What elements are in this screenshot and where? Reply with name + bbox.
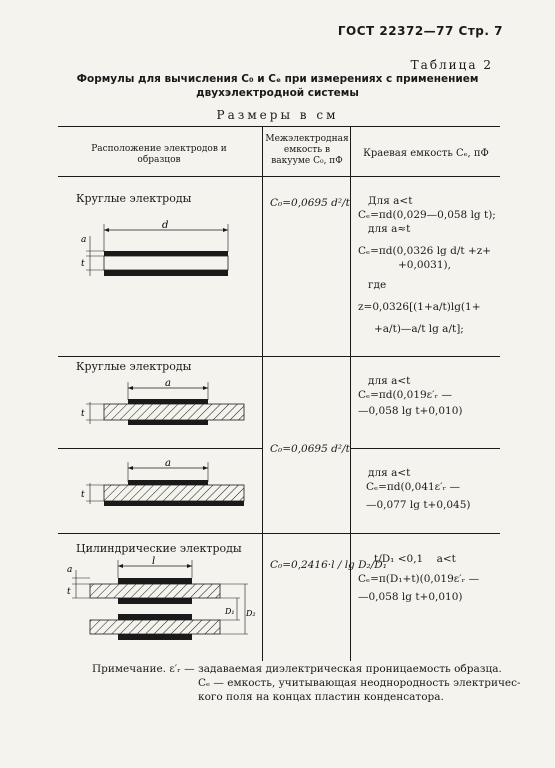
row2-label: Круглые электроды bbox=[76, 360, 192, 373]
row1-ce-line: +a/t)—a/t lg a/t]; bbox=[374, 323, 464, 335]
table-top-rule bbox=[58, 126, 500, 127]
row3-diagram bbox=[70, 458, 250, 518]
note-line2: Cₑ — емкость, учитывающая неоднородность электричес- bbox=[198, 677, 521, 689]
note-line3: кого поля на концах пластин конденсатора. bbox=[198, 691, 444, 703]
row3-ce-line: для a<t bbox=[368, 467, 411, 479]
row1-ce bbox=[358, 194, 496, 336]
row2-top-electrode bbox=[128, 399, 208, 404]
row1-label: Круглые электроды bbox=[76, 192, 192, 205]
row2-dim-t: t bbox=[81, 409, 85, 419]
row2-ce-line: для a<t bbox=[368, 375, 411, 387]
row4-c0: C₀=0,2416·l / lg D₂/D₁ bbox=[270, 559, 387, 571]
row1-dim-d: d bbox=[162, 220, 169, 231]
row1-c0: C₀=0,0695 d²/t bbox=[270, 197, 350, 209]
row4-dim-d2: D₂ bbox=[246, 609, 256, 618]
row1-ce-line: z=0,0326[(1+a/t)lg(1+ bbox=[358, 301, 481, 313]
row1-ce-line: Cₑ=πd(0,029—0,058 lg t); bbox=[358, 209, 496, 221]
table-title bbox=[0, 72, 555, 100]
units-caption: Размеры в см bbox=[216, 108, 339, 122]
row3-top-electrode bbox=[128, 480, 208, 485]
row2-dim-a: a bbox=[165, 378, 171, 389]
row1-ce-line: где bbox=[368, 279, 387, 291]
row2-ce bbox=[358, 374, 463, 418]
col-header-c0: Межэлектродная емкость в вакууме C₀, пФ bbox=[265, 134, 349, 166]
row4-bottom-electrode bbox=[118, 634, 192, 640]
row1-sample bbox=[104, 256, 228, 270]
row4-dim-a: a bbox=[67, 565, 73, 575]
row2-diagram bbox=[70, 376, 250, 436]
row-divider-1 bbox=[58, 356, 500, 357]
row1-top-electrode bbox=[104, 251, 228, 256]
row1-ce-line: Cₑ=πd(0,0326 lg d/t +z+ bbox=[358, 245, 492, 257]
row3-dim-a: a bbox=[165, 458, 171, 469]
row4-inner-top bbox=[118, 598, 192, 604]
table-title-line1: Формулы для вычисления C₀ и Cₑ при измерениях с применением bbox=[76, 73, 479, 85]
row4-diagram bbox=[62, 556, 257, 646]
page-header: ГОСТ 22372—77 Стр. 7 bbox=[337, 24, 503, 38]
row1-bottom-electrode bbox=[104, 270, 228, 276]
row4-sample-top bbox=[90, 584, 220, 598]
row2-ce-line: —0,058 lg t+0,010) bbox=[358, 405, 463, 417]
row1-ce-line: +0,0031), bbox=[398, 259, 451, 271]
row3-ce-line: —0,077 lg t+0,045) bbox=[366, 499, 471, 511]
row2-c0: C₀=0,0695 d²/t bbox=[270, 443, 350, 455]
row4-sample-bottom bbox=[90, 620, 220, 634]
table-note bbox=[92, 662, 521, 704]
row2-sample bbox=[104, 404, 244, 420]
col-divider-2 bbox=[350, 126, 351, 661]
row4-ce bbox=[358, 552, 479, 604]
row4-dim-d1: D₁ bbox=[225, 607, 235, 616]
row-divider-2b bbox=[350, 448, 500, 449]
row4-dim-l: l bbox=[152, 556, 156, 567]
note-line1: Примечание. ε′ᵣ — задаваемая диэлектрическая проницаемость образца. bbox=[92, 663, 502, 675]
row3-ce-line: Cₑ=πd(0,041ε′ᵣ — bbox=[366, 481, 460, 493]
row4-ce-line: t/D₁ <0,1 a<t bbox=[374, 553, 456, 565]
row4-dim-t: t bbox=[67, 587, 71, 597]
row1-diagram bbox=[70, 218, 240, 288]
header-bottom-rule bbox=[58, 176, 500, 177]
row1-ce-line: для a≈t bbox=[368, 223, 411, 235]
col-divider-1 bbox=[262, 126, 263, 661]
row-divider-2 bbox=[58, 448, 262, 449]
row4-label: Цилиндрические электроды bbox=[76, 542, 242, 555]
row4-ce-line: —0,058 lg t+0,010) bbox=[358, 591, 463, 603]
row1-dim-a: a bbox=[81, 235, 87, 245]
row3-dim-t: t bbox=[81, 490, 85, 500]
row-divider-3 bbox=[58, 533, 500, 534]
row3-sample bbox=[104, 485, 244, 501]
row4-inner-bottom bbox=[118, 614, 192, 620]
row1-ce-line: Для a<t bbox=[368, 195, 413, 207]
row2-bottom-electrode bbox=[128, 420, 208, 425]
row4-ce-line: Cₑ=π(D₁+t)(0,019ε′ᵣ — bbox=[358, 573, 480, 585]
row1-dim-t: t bbox=[81, 259, 85, 269]
row3-ce bbox=[358, 466, 471, 512]
col-header-ce: Краевая емкость Cₑ, пФ bbox=[363, 148, 489, 159]
row4-top-electrode bbox=[118, 578, 192, 584]
table-number: Таблица 2 bbox=[410, 58, 493, 72]
row3-bottom-electrode bbox=[104, 501, 244, 506]
row2-ce-line: Cₑ=πd(0,019ε′ᵣ — bbox=[358, 389, 452, 401]
table-title-line2: двухэлектродной системы bbox=[196, 87, 359, 99]
col-header-layout: Расположение электродов и образцов bbox=[91, 144, 227, 165]
